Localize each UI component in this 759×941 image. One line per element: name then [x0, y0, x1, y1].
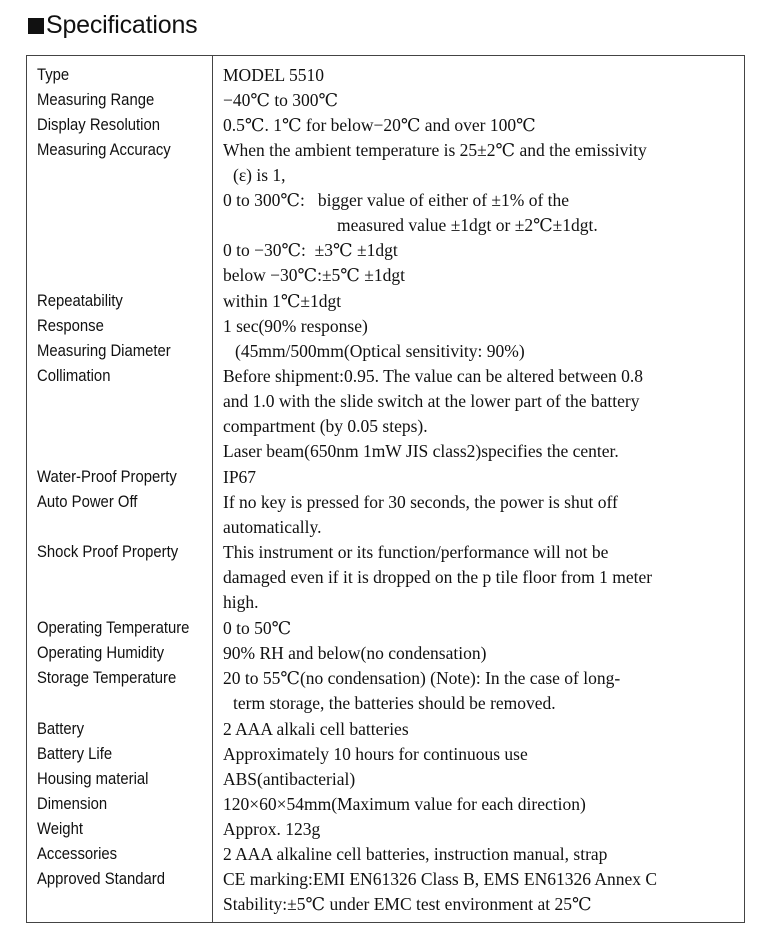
value-line: within 1℃±1dgt	[223, 291, 342, 311]
spec-label: Dimension	[37, 795, 108, 813]
value-line: term storage, the batteries should be removed.	[233, 693, 556, 714]
spec-label: Measuring Diameter	[37, 342, 171, 360]
spec-label: Repeatability	[37, 292, 123, 310]
spec-value	[223, 339, 743, 364]
spec-value	[223, 63, 743, 88]
value-line: Approximately 10 hours for continuous use	[223, 744, 528, 764]
value-line: 0 to 300℃: bigger value of either of ±1% of the	[223, 190, 570, 211]
value-line: high.	[223, 592, 259, 613]
spec-value	[223, 540, 743, 615]
spec-label: Shock Proof Property	[37, 543, 179, 561]
spec-label: Water-Proof Property	[37, 468, 177, 486]
spec-value	[223, 616, 743, 641]
value-line: 120×60×54mm(Maximum value for each direction)	[223, 794, 586, 814]
spec-value	[223, 138, 743, 289]
spec-label: Auto Power Off	[37, 493, 138, 511]
spec-value	[223, 717, 743, 742]
spec-label: Type	[37, 66, 70, 84]
square-bullet-icon	[28, 18, 44, 34]
spec-value	[223, 113, 743, 138]
spec-value	[223, 842, 743, 867]
value-line: 2 AAA alkali cell batteries	[223, 719, 409, 739]
spec-label: Measuring Accuracy	[37, 141, 171, 159]
value-line: Approx. 123g	[223, 819, 321, 839]
spec-label: Approved Standard	[37, 870, 165, 888]
spec-label: Housing material	[37, 770, 149, 788]
value-line: Stability:±5℃ under EMC test environment at 25℃	[223, 894, 592, 915]
spec-label: Battery	[37, 720, 85, 738]
spec-value	[223, 364, 743, 464]
value-line: −40℃ to 300℃	[223, 90, 339, 110]
value-line: CE marking:EMI EN61326 Class B, EMS EN61326 Annex C	[223, 869, 658, 889]
value-line: compartment (by 0.05 steps).	[223, 416, 428, 437]
heading-text: Specifications	[46, 10, 198, 39]
spec-value	[223, 490, 743, 540]
spec-table	[26, 55, 745, 923]
value-line: damaged even if it is dropped on the p tile floor from 1 meter	[223, 567, 653, 588]
spec-value	[223, 465, 743, 490]
spec-label: Display Resolution	[37, 116, 160, 134]
spec-value	[223, 289, 743, 314]
column-divider	[212, 56, 213, 922]
value-line: When the ambient temperature is 25±2℃ and the emissivity	[223, 140, 647, 160]
value-line: and 1.0 with the slide switch at the lower part of the battery	[223, 391, 640, 412]
spec-value	[223, 792, 743, 817]
value-line: MODEL 5510	[223, 65, 324, 85]
spec-label: Weight	[37, 820, 83, 838]
page-title	[28, 8, 197, 42]
value-line: 0.5℃. 1℃ for below−20℃ and over 100℃	[223, 115, 536, 135]
value-line: automatically.	[223, 517, 322, 538]
value-line: below −30℃:±5℃ ±1dgt	[223, 265, 405, 286]
value-line: IP67	[223, 467, 257, 487]
value-line: ABS(antibacterial)	[223, 769, 356, 789]
spec-value	[223, 666, 743, 716]
value-line: 0 to 50℃	[223, 618, 292, 638]
value-line: measured value ±1dgt or ±2℃±1dgt.	[337, 215, 598, 236]
value-line: 0 to −30℃: ±3℃ ±1dgt	[223, 240, 398, 261]
spec-value	[223, 742, 743, 767]
value-line: (ε) is 1,	[233, 165, 286, 186]
value-line: This instrument or its function/performance will not be	[223, 542, 609, 562]
spec-value	[223, 314, 743, 339]
spec-label: Measuring Range	[37, 91, 155, 109]
spec-label: Response	[37, 317, 104, 335]
value-line: Before shipment:0.95. The value can be altered between 0.8	[223, 366, 644, 386]
value-line: (45mm/500mm(Optical sensitivity: 90%)	[235, 341, 525, 361]
spec-label: Collimation	[37, 367, 111, 385]
spec-label: Battery Life	[37, 745, 113, 763]
value-line: If no key is pressed for 30 seconds, the power is shut off	[223, 492, 618, 512]
value-line: Laser beam(650nm 1mW JIS class2)specifies the center.	[223, 441, 619, 462]
value-line: 1 sec(90% response)	[223, 316, 368, 336]
spec-label: Storage Temperature	[37, 669, 177, 687]
spec-value	[223, 867, 743, 917]
spec-value	[223, 88, 743, 113]
spec-value	[223, 641, 743, 666]
value-line: 20 to 55℃(no condensation) (Note): In the case of long-	[223, 668, 621, 688]
spec-value	[223, 767, 743, 792]
spec-label: Accessories	[37, 845, 118, 863]
spec-label: Operating Humidity	[37, 644, 165, 662]
spec-value	[223, 817, 743, 842]
spec-label: Operating Temperature	[37, 619, 190, 637]
value-line: 2 AAA alkaline cell batteries, instruction manual, strap	[223, 844, 608, 864]
value-line: 90% RH and below(no condensation)	[223, 643, 487, 663]
